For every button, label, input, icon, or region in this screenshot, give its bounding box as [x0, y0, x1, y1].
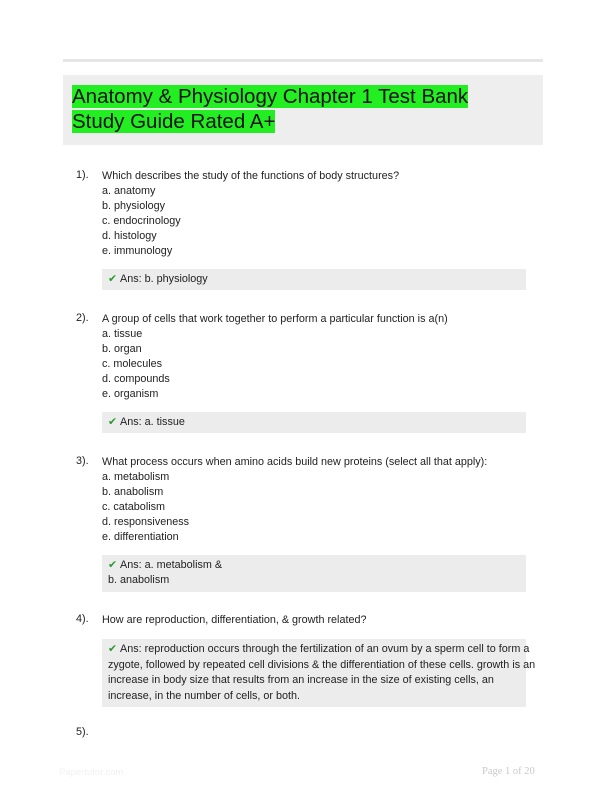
- title-line-2: Study Guide Rated A+: [72, 109, 276, 133]
- checkmark-icon: ✔: [108, 273, 118, 285]
- answer-box: [102, 269, 526, 290]
- question-number: 3).: [76, 455, 89, 467]
- checkmark-icon: ✔: [108, 416, 118, 428]
- option: c. molecules: [102, 358, 163, 370]
- checkmark-icon: ✔: [108, 643, 118, 655]
- answer-box: [102, 555, 526, 592]
- answer-box: [102, 639, 536, 707]
- question-text: A group of cells that work together to perform a particular function is a(n): [102, 313, 448, 325]
- option: e. organism: [102, 388, 159, 400]
- option: e. immunology: [102, 245, 173, 257]
- question-number: 1).: [76, 169, 89, 181]
- answer-text: increase in body size that results from an increase in the size of existing cells, an: [108, 674, 494, 686]
- question-text: Which describes the study of the functions of body structures?: [102, 170, 400, 182]
- option: c. catabolism: [102, 501, 166, 513]
- option: a. tissue: [102, 328, 143, 340]
- question-text: What process occurs when amino acids build new proteins (select all that apply):: [102, 456, 488, 468]
- checkmark-icon: ✔: [108, 559, 118, 571]
- option: a. anatomy: [102, 185, 156, 197]
- question-number: 4).: [76, 613, 89, 625]
- title-banner: [63, 75, 543, 145]
- document-title: [72, 85, 512, 134]
- option: b. physiology: [102, 200, 166, 212]
- answer-text: b. anabolism: [108, 574, 170, 587]
- answer-text: Ans: b. physiology: [120, 273, 208, 285]
- answer-text: zygote, followed by repeated cell divisions & the differentiation of these cells. growth is an: [108, 658, 536, 671]
- answer-text: Ans: reproduction occurs through the fertilization of an ovum by a sperm cell to form a: [120, 643, 530, 655]
- top-divider: [63, 59, 543, 62]
- answer-text: Ans: a. metabolism &: [120, 559, 223, 571]
- question-number: 5).: [76, 726, 89, 738]
- answer-text: increase, in the number of cells, or both.: [108, 689, 301, 702]
- option: d. histology: [102, 230, 157, 242]
- option: b. anabolism: [102, 486, 164, 498]
- option: e. differentiation: [102, 531, 179, 543]
- page-indicator: Page 1 of 20: [482, 766, 535, 777]
- question-number: 2).: [76, 312, 89, 324]
- title-line-1: Anatomy & Physiology Chapter 1 Test Bank: [72, 85, 469, 108]
- option: a. metabolism: [102, 471, 170, 483]
- question-text: How are reproduction, differentiation, & growth related?: [102, 614, 367, 626]
- option: d. responsiveness: [102, 516, 190, 528]
- option: d. compounds: [102, 373, 170, 385]
- footer-site-watermark: Papertutor.com: [59, 767, 124, 778]
- option: b. organ: [102, 343, 142, 355]
- answer-box: [102, 412, 526, 433]
- option: c. endocrinology: [102, 215, 181, 227]
- answer-text: Ans: a. tissue: [120, 416, 185, 428]
